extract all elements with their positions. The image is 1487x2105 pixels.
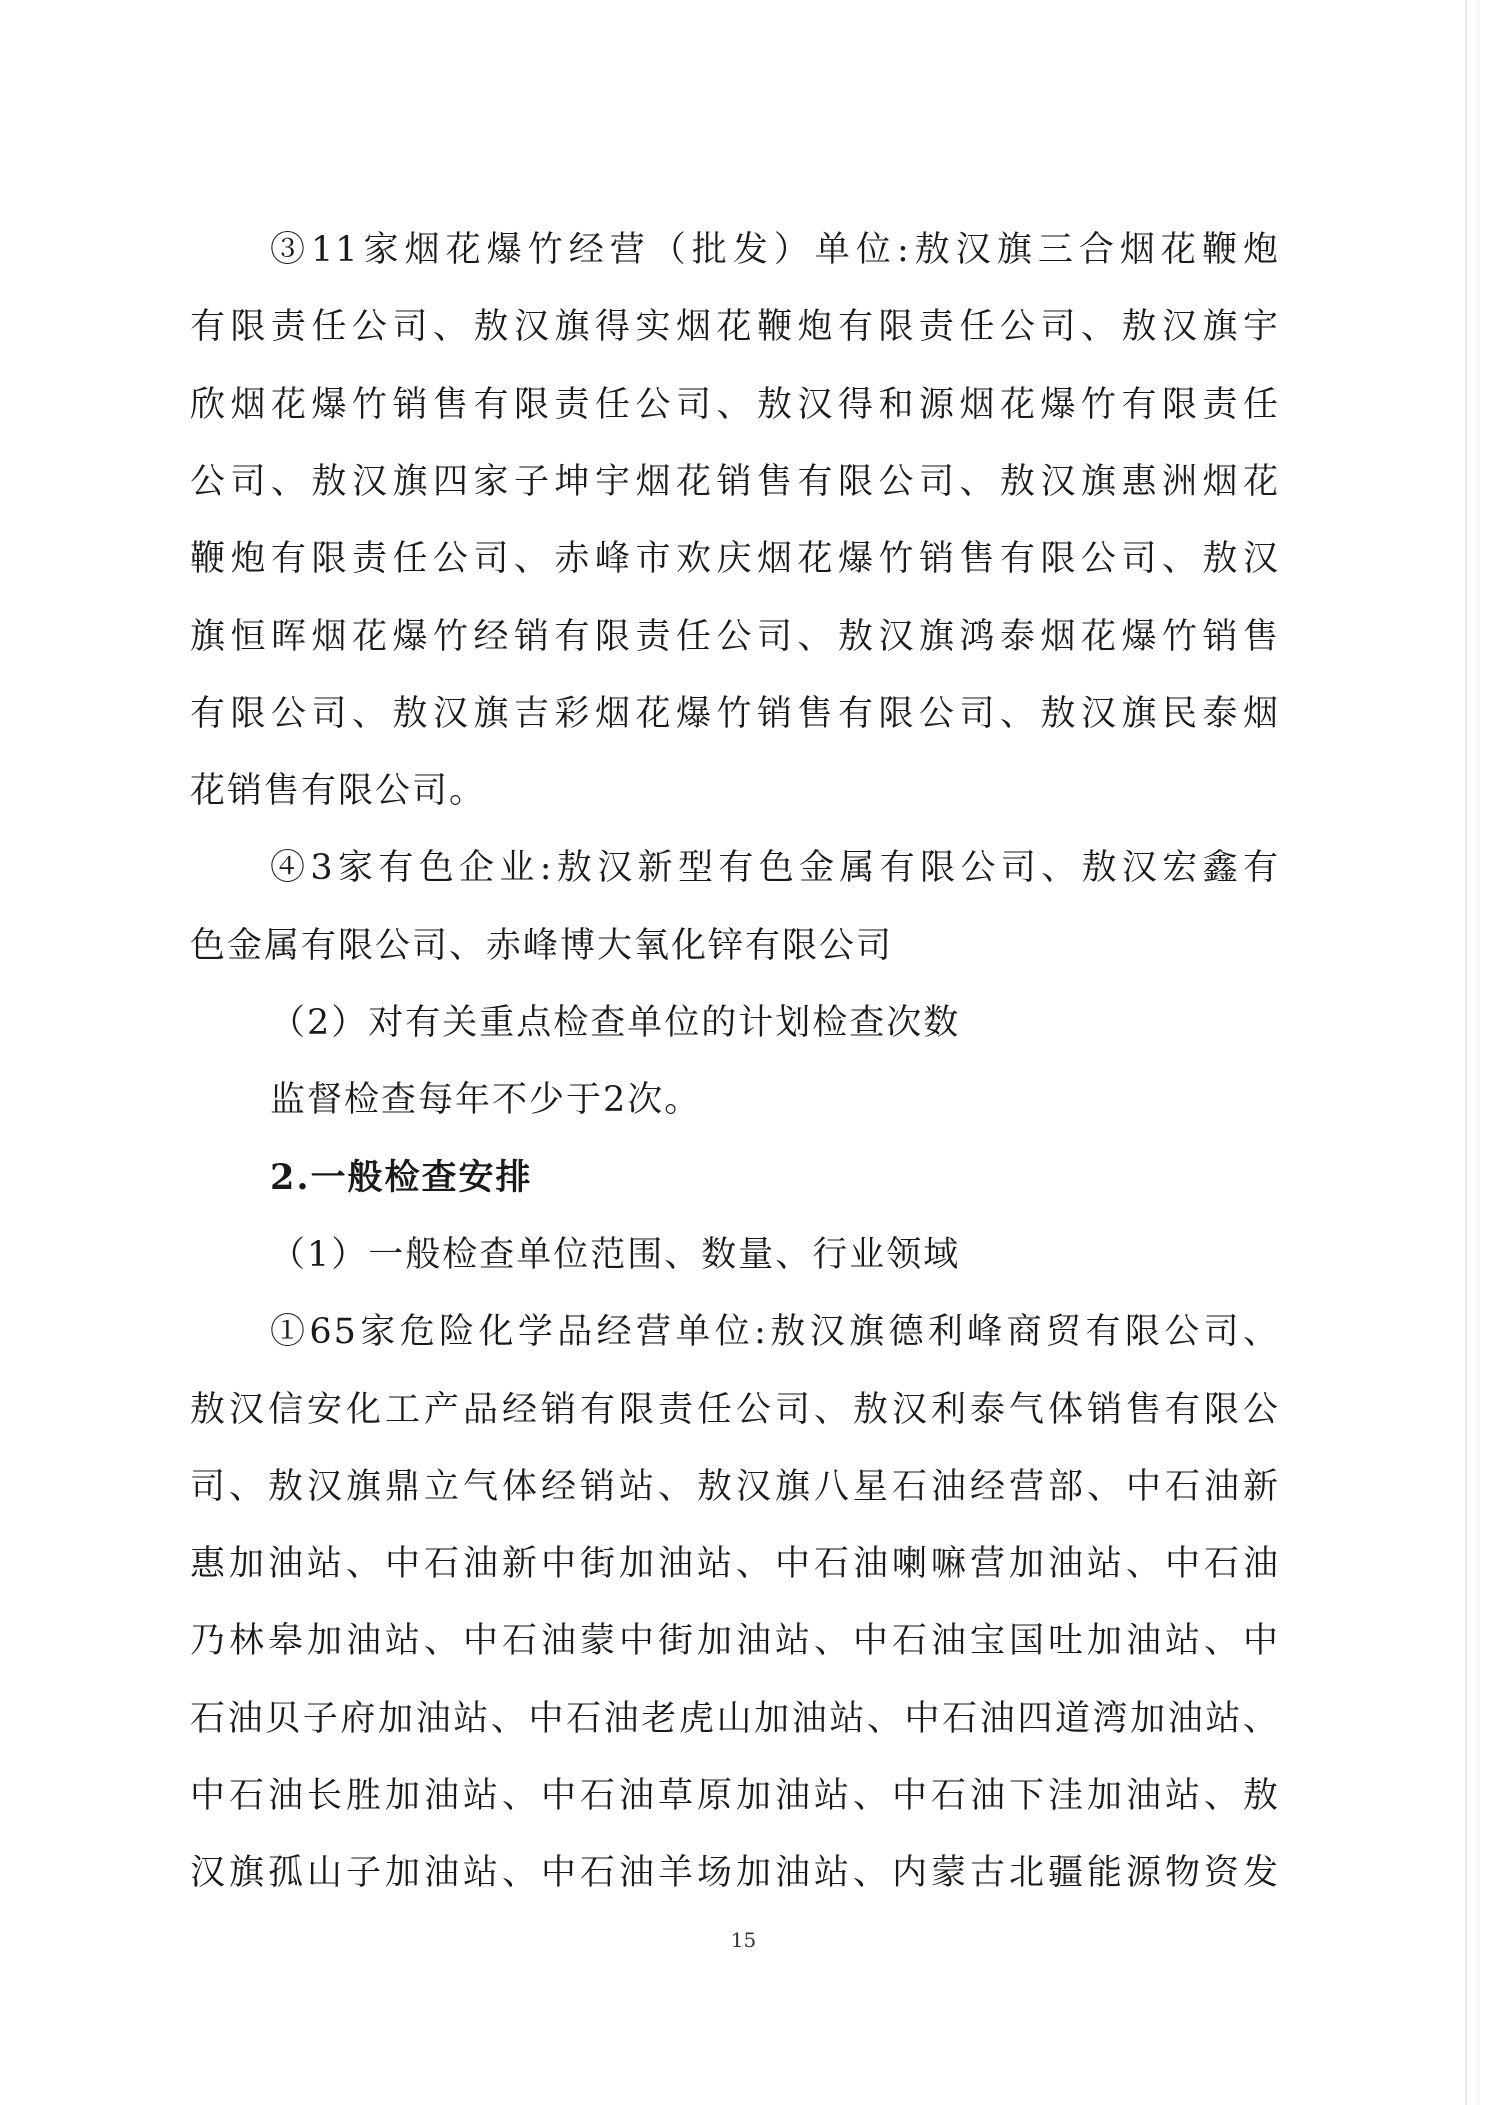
text-line: （2）对有关重点检查单位的计划检查次数 (270, 1003, 961, 1043)
text-line: 司、敖汉旗鼎立气体经销站、敖汉旗八星石油经营部、中石油新 (190, 1467, 1280, 1507)
text-line: 欣烟花爆竹销售有限责任公司、敖汉得和源烟花爆竹有限责任 (190, 385, 1280, 425)
text-line: （1）一般检查单位范围、数量、行业领域 (270, 1235, 961, 1275)
text-line: ③11家烟花爆竹经营（批发）单位:敖汉旗三合烟花鞭炮 (270, 230, 1280, 270)
text-line: 中石油长胜加油站、中石油草原加油站、中石油下洼加油站、敖 (190, 1776, 1280, 1816)
text-line: 花销售有限公司。 (190, 771, 487, 811)
text-line: 石油贝子府加油站、中石油老虎山加油站、中石油四道湾加油站、 (190, 1699, 1280, 1739)
text-line: 公司、敖汉旗四家子坤宇烟花销售有限公司、敖汉旗惠洲烟花 (190, 462, 1280, 502)
text-line: 惠加油站、中石油新中街加油站、中石油喇嘛营加油站、中石油 (190, 1544, 1280, 1584)
scan-edge-outer (1478, 0, 1479, 2105)
text-line: 有限公司、敖汉旗吉彩烟花爆竹销售有限公司、敖汉旗民泰烟 (190, 694, 1280, 734)
text-line: 鞭炮有限责任公司、赤峰市欢庆烟花爆竹销售有限公司、敖汉 (190, 539, 1280, 579)
text-line: 2.一般检查安排 (270, 1157, 533, 1198)
text-line: 敖汉信安化工产品经销有限责任公司、敖汉利泰气体销售有限公 (190, 1390, 1280, 1430)
page-number: 15 (730, 1928, 757, 1952)
text-line: 旗恒晖烟花爆竹经销有限责任公司、敖汉旗鸿泰烟花爆竹销售 (190, 617, 1280, 657)
text-line: 有限责任公司、敖汉旗得实烟花鞭炮有限责任公司、敖汉旗宇 (190, 307, 1280, 347)
text-line: 乃林皋加油站、中石油蒙中街加油站、中石油宝国吐加油站、中 (190, 1621, 1280, 1661)
text-line: 监督检查每年不少于2次。 (270, 1080, 702, 1120)
text-line: 汉旗孤山子加油站、中石油羊场加油站、内蒙古北疆能源物资发 (190, 1853, 1280, 1893)
text-line: ①65家危险化学品经营单位:敖汉旗德利峰商贸有限公司、 (270, 1312, 1280, 1352)
scan-edge (1465, 0, 1467, 2105)
text-line: 色金属有限公司、赤峰博大氧化锌有限公司 (190, 926, 894, 966)
text-line: ④3家有色企业:敖汉新型有色金属有限公司、敖汉宏鑫有 (270, 848, 1280, 888)
